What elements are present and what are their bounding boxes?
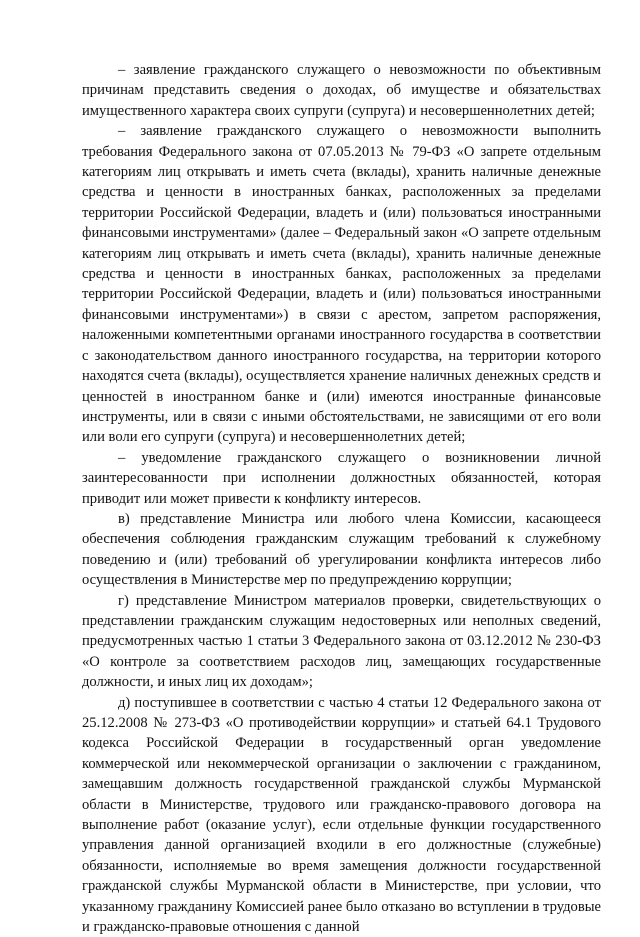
paragraph-item-g: г) представление Министром материалов проверки, свидетельствующих о представлении гражданским служащим недостоверных или неполных сведений, предусмотренных частью 1 статьи 3 Федерального закона от 03.12.2012 № 230-ФЗ «О контроле за соответствием расходов лиц, замещающих государственные должности, и иных лиц их доходам»;: [82, 592, 601, 691]
document-page: [82, 60, 601, 937]
paragraph-item-d: д) поступившее в соответствии с частью 4 статьи 12 Федерального закона от 25.12.2008 № 273-ФЗ «О противодействии коррупции» и статьей 64.1 Трудового кодекса Российской Федерации в государственный орган уведомление коммерческой или некоммерческой организации о заключении с гражданином, замещавшим должность государственной гражданской службы Мурманской области в Министерстве, трудового или гражданско-правового договора на выполнение работ (оказание услуг), если отдельные функции государственного управления данной организацией входили в его должностные (служебные) обязанности, исполняемые во время замещения должности государственной гражданской службы Мурманской области в Министерстве, при условии, что указанному гражданину Комиссией ранее было отказано во вступлении в трудовые и гражданско-правовые отношения с данной: [82, 694, 601, 936]
paragraph-item-v: в) представление Министра или любого члена Комиссии, касающееся обеспечения соблюдения гражданским служащим требований к служебному поведению и (или) требований об урегулировании конфликта интересов либо осуществления в Министерстве мер по предупреждению коррупции;: [82, 510, 601, 589]
paragraph-statement-income: – заявление гражданского служащего о невозможности по объективным причинам представить сведения о доходах, об имуществе и обязательствах имущественного характера своих супруги (супруга) и несовершеннолетних детей;: [82, 62, 601, 119]
paragraph-statement-foreign-accounts: – заявление гражданского служащего о невозможности выполнить требования Федерального закона от 07.05.2013 № 79-ФЗ «О запрете отдельным категориям лиц открывать и иметь счета (вклады), хранить наличные денежные средства и ценности в иностранных банках, расположенных за пределами территории Российской Федерации, владеть и (или) пользоваться иностранными финансовыми инструментами» (далее – Федеральный закон «О запрете отдельным категориям лиц открывать и иметь счета (вклады), хранить наличные денежные средства и ценности в иностранных банках, расположенных за пределами территории Российской Федерации, владеть и (или) пользоваться иностранными финансовыми инструментами») в связи с арестом, запретом распоряжения, наложенными компетентными органами иностранного государства в соответствии с законодательством данного иностранного государства, на территории которого находятся счета (вклады), осуществляется хранение наличных денежных средств и ценностей в иностранном банке и (или) имеются иностранные финансовые инструменты, или в связи с иными обстоятельствами, не зависящими от его воли или воли его супруги (супруга) и несовершеннолетних детей;: [82, 123, 601, 446]
paragraph-notice-conflict-of-interest: – уведомление гражданского служащего о возникновении личной заинтересованности при исполнении должностных обязанностей, которая приводит или может привести к конфликту интересов.: [82, 449, 601, 507]
